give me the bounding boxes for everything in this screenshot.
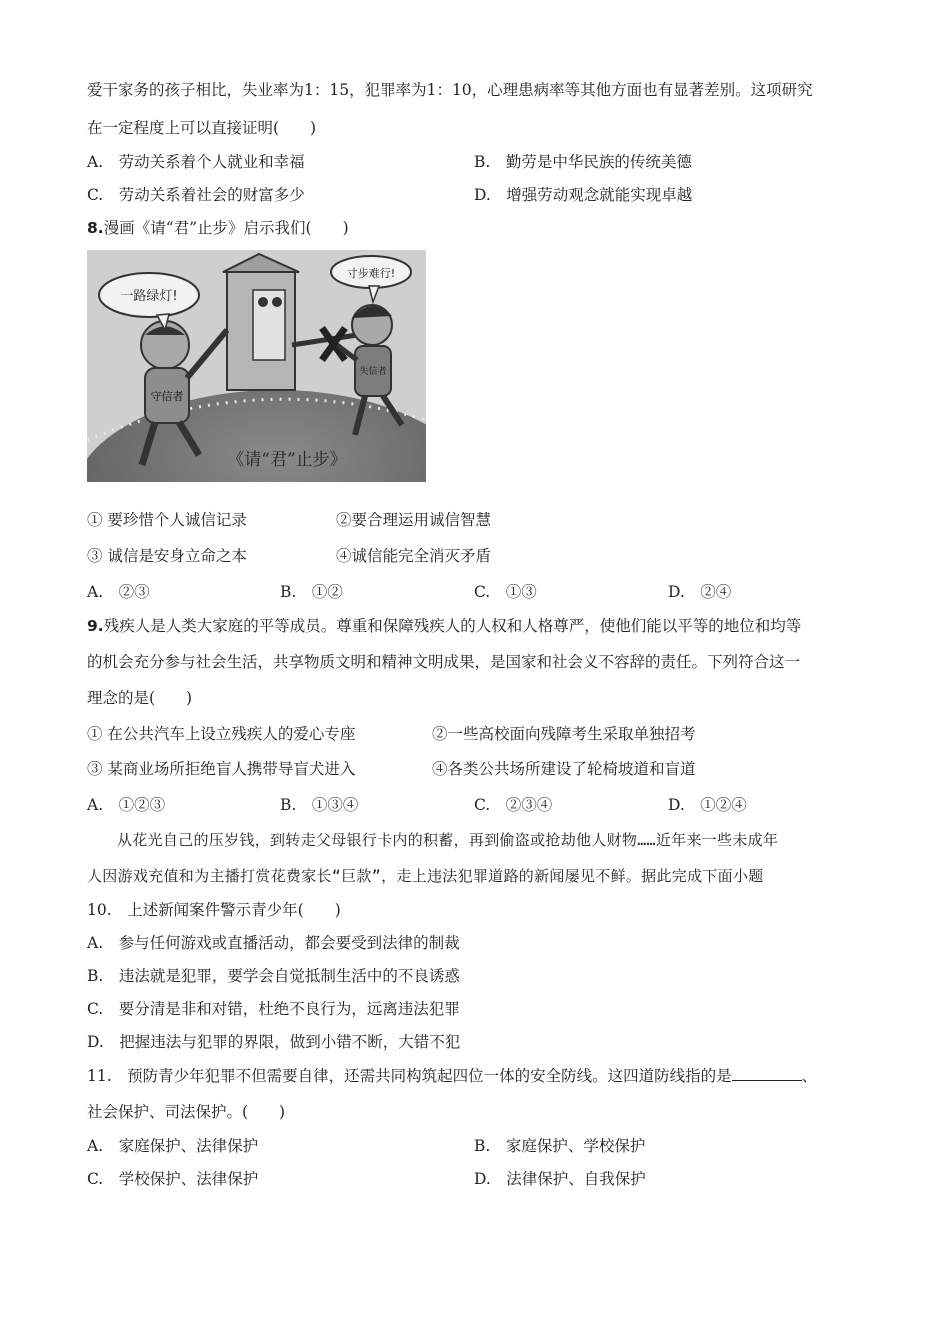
q7-option-d[interactable]: D. 增强劳动观念就能实现卓越 (474, 186, 693, 204)
q7-option-c[interactable]: C. 劳动关系着社会的财富多少 (87, 186, 305, 204)
q8-cartoon (87, 250, 426, 482)
q9-stem-line1 (87, 616, 801, 636)
q11-stem-sep: 、 (801, 1067, 818, 1085)
shirt-right-text: 失信者 (359, 367, 387, 377)
q10-option-d[interactable]: D. 把握违法与犯罪的界限，做到小错不断，大错不犯 (87, 1033, 461, 1051)
q8-statement-2: ②要合理运用诚信智慧 (336, 511, 492, 529)
q8-stem (87, 218, 349, 238)
q11-stem-text-1: 11. 预防青少年犯罪不但需要自律，还需共同构筑起四位一体的安全防线。这四道防线指的是 (87, 1067, 732, 1085)
q8-statement-3: ③ 诚信是安身立命之本 (87, 547, 247, 565)
q10-stem: 10. 上述新闻案件警示青少年( ) (87, 901, 341, 919)
q9-option-a[interactable]: A. ①②③ (87, 796, 166, 814)
q11-option-c[interactable]: C. 学校保护、法律保护 (87, 1170, 259, 1188)
q9-statement-1: ① 在公共汽车上设立残疾人的爱心专座 (87, 725, 356, 743)
q10-option-c[interactable]: C. 要分清是非和对错，杜绝不良行为，远离违法犯罪 (87, 1000, 460, 1018)
q7-option-b[interactable]: B. 勤劳是中华民族的传统美德 (474, 153, 692, 171)
q7-stem-line2: 在一定程度上可以直接证明( ) (87, 119, 317, 137)
q8-statement-1: ① 要珍惜个人诚信记录 (87, 511, 247, 529)
bubble-right-text: 寸步难行! (346, 267, 396, 280)
q8-number: 8. (87, 219, 104, 237)
q10-option-a[interactable]: A. 参与任何游戏或直播活动，都会要受到法律的制裁 (87, 934, 460, 952)
shirt-left-text: 守信者 (150, 390, 184, 403)
q9-number: 9. (87, 617, 104, 635)
q11-option-b[interactable]: B. 家庭保护、学校保护 (474, 1137, 646, 1155)
q11-answer-blank[interactable] (732, 1066, 802, 1081)
q9-option-b[interactable]: B. ①③④ (280, 796, 359, 814)
q11-stem-line2: 社会保护、司法保护。( ) (87, 1103, 286, 1121)
q8-statement-4: ④诚信能完全消灭矛盾 (336, 547, 492, 565)
q9-statement-4: ④各类公共场所建设了轮椅坡道和盲道 (432, 760, 696, 778)
q8-option-b[interactable]: B. ①② (280, 583, 343, 601)
q9-statement-2: ②一些高校面向残障考生采取单独招考 (432, 725, 696, 743)
material-line2: 人因游戏充值和为主播打赏花费家长“巨款”，走上违法犯罪道路的新闻屡见不鲜。据此完成下面小题 (87, 867, 764, 885)
cartoon-illustration (87, 250, 426, 482)
bubble-left-text: 一路绿灯! (120, 289, 178, 304)
q11-option-a[interactable]: A. 家庭保护、法律保护 (87, 1137, 259, 1155)
q9-statement-3: ③ 某商业场所拒绝盲人携带导盲犬进入 (87, 760, 356, 778)
q9-stem-text-1: 残疾人是人类大家庭的平等成员。尊重和保障残疾人的人权和人格尊严，使他们能以平等的地位和均等 (103, 617, 802, 635)
q8-stem-text: 漫画《请“君”止步》启示我们( ) (103, 219, 349, 237)
cartoon-caption: 《请“君”止步》 (227, 450, 347, 470)
q8-option-c[interactable]: C. ①③ (474, 583, 537, 601)
q9-option-c[interactable]: C. ②③④ (474, 796, 553, 814)
q8-option-a[interactable]: A. ②③ (87, 583, 150, 601)
q7-option-a[interactable]: A. 劳动关系着个人就业和幸福 (87, 153, 305, 171)
q9-stem-line3: 理念的是( ) (87, 689, 193, 707)
q7-stem-line1: 爱干家务的孩子相比，失业率为1：15，犯罪率为1：10，心理患病率等其他方面也有显著差别。这项研究 (87, 81, 813, 99)
material-line1: 从花光自己的压岁钱，到转走父母银行卡内的积蓄，再到偷盗或抢劫他人财物……近年来一些未成年 (117, 831, 779, 849)
q11-option-d[interactable]: D. 法律保护、自我保护 (474, 1170, 646, 1188)
q10-option-b[interactable]: B. 违法就是犯罪，要学会自觉抵制生活中的不良诱惑 (87, 967, 460, 985)
q11-stem-line1 (87, 1066, 817, 1086)
q9-stem-line2: 的机会充分参与社会生活，共享物质文明和精神文明成果，是国家和社会义不容辞的责任。下列符合这一 (87, 653, 801, 671)
q8-option-d[interactable]: D. ②④ (668, 583, 732, 601)
q9-option-d[interactable]: D. ①②④ (668, 796, 747, 814)
